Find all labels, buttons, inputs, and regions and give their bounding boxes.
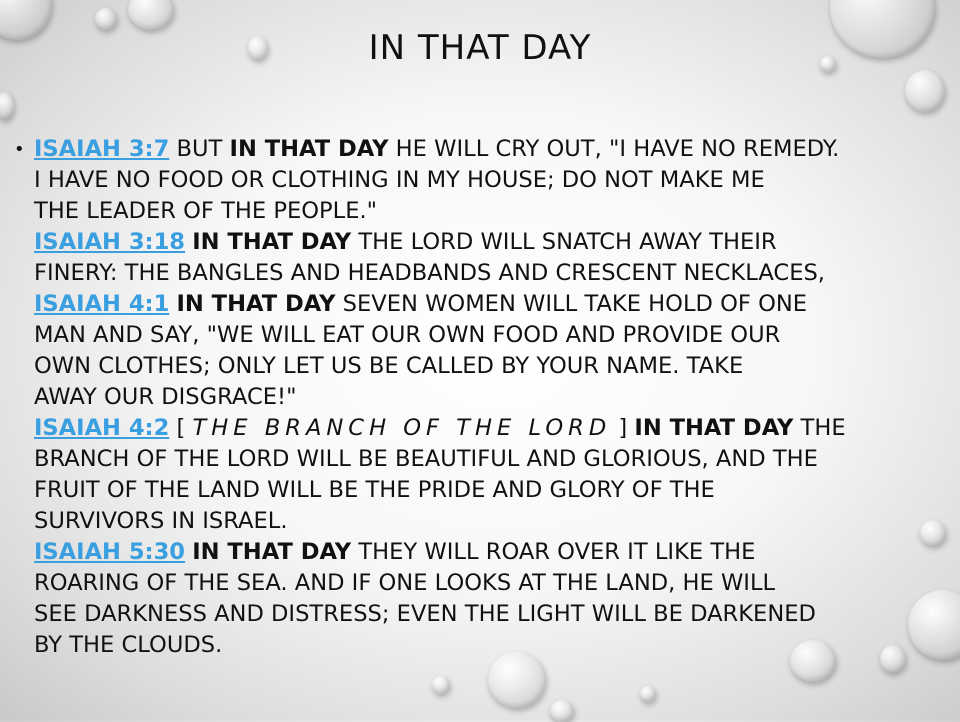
verse-line xyxy=(34,165,949,196)
verse-line xyxy=(34,320,949,351)
verse-text: FINERY: THE BANGLES AND HEADBANDS AND CRESCENT NECKLACES, xyxy=(34,260,825,286)
verse-line xyxy=(34,413,949,444)
verse-text: THE LEADER OF THE PEOPLE." xyxy=(34,198,378,224)
verse-line xyxy=(34,227,949,258)
bullet-icon: • xyxy=(14,139,25,160)
verse-text: THE LORD WILL SNATCH AWAY THEIR xyxy=(351,229,777,255)
emphasis-text: IN THAT DAY xyxy=(192,539,352,565)
verse-line xyxy=(34,475,949,506)
verse-text: SURVIVORS IN ISRAEL. xyxy=(34,508,288,534)
water-drop-decoration xyxy=(550,700,574,722)
verse-text: HE WILL CRY OUT, "I HAVE NO REMEDY. xyxy=(388,136,840,162)
water-drop-decoration xyxy=(432,676,450,694)
verse-line xyxy=(34,382,949,413)
verse-line xyxy=(34,506,949,537)
verse-line xyxy=(34,351,949,382)
verse-text: BY THE CLOUDS. xyxy=(34,632,223,658)
emphasis-text: IN THAT DAY xyxy=(229,136,389,162)
verse-text: FRUIT OF THE LAND WILL BE THE PRIDE AND GLORY OF THE xyxy=(34,477,715,503)
verse-text: [ xyxy=(169,415,193,441)
verse-text: SEVEN WOMEN WILL TAKE HOLD OF ONE xyxy=(335,291,808,317)
verse-text: OWN CLOTHES; ONLY LET US BE CALLED BY YOUR NAME. TAKE xyxy=(34,353,744,379)
verse-line xyxy=(34,258,949,289)
emphasis-text: IN THAT DAY xyxy=(176,291,336,317)
verse-line xyxy=(34,134,949,165)
verse-text: THEY WILL ROAR OVER IT LIKE THE xyxy=(351,539,756,565)
verse-text: ] xyxy=(611,415,635,441)
verse-text: I HAVE NO FOOD OR CLOTHING IN MY HOUSE; DO NOT MAKE ME xyxy=(34,167,765,193)
section-heading-branch: THE BRANCH OF THE LORD xyxy=(192,415,612,441)
verse-line xyxy=(34,196,949,227)
emphasis-text: IN THAT DAY xyxy=(192,229,352,255)
verse-line xyxy=(34,537,949,568)
verse-link-isaiah-3-7[interactable]: ISAIAH 3:7 xyxy=(34,136,170,162)
verse-text: THE xyxy=(793,415,846,441)
verse-list xyxy=(14,134,949,661)
verse-line xyxy=(34,444,949,475)
water-drop-decoration xyxy=(640,686,656,702)
water-drop-decoration xyxy=(95,8,117,30)
verse-text: ROARING OF THE SEA. AND IF ONE LOOKS AT THE LAND, HE WILL xyxy=(34,570,776,596)
water-drop-decoration xyxy=(0,92,14,120)
verse-text: BUT xyxy=(176,136,230,162)
verse-line xyxy=(34,289,949,320)
verse-paragraph xyxy=(34,134,949,661)
verse-text: BRANCH OF THE LORD WILL BE BEAUTIFUL AND GLORIOUS, AND THE xyxy=(34,446,818,472)
verse-line xyxy=(34,599,949,630)
verse-text: AWAY OUR DISGRACE!" xyxy=(34,384,297,410)
slide-title: IN THAT DAY xyxy=(368,28,592,68)
verse-text: SEE DARKNESS AND DISTRESS; EVEN THE LIGHT WILL BE DARKENED xyxy=(34,601,816,627)
emphasis-text: IN THAT DAY xyxy=(634,415,794,441)
verse-link-isaiah-5-30[interactable]: ISAIAH 5:30 xyxy=(34,539,186,565)
verse-line xyxy=(34,630,949,661)
water-drop-decoration xyxy=(128,0,174,30)
verse-line xyxy=(34,568,949,599)
water-drop-decoration xyxy=(905,70,945,112)
verse-text: MAN AND SAY, "WE WILL EAT OUR OWN FOOD AND PROVIDE OUR xyxy=(34,322,781,348)
verse-link-isaiah-4-2[interactable]: ISAIAH 4:2 xyxy=(34,415,170,441)
verse-link-isaiah-3-18[interactable]: ISAIAH 3:18 xyxy=(34,229,186,255)
verse-link-isaiah-4-1[interactable]: ISAIAH 4:1 xyxy=(34,291,170,317)
